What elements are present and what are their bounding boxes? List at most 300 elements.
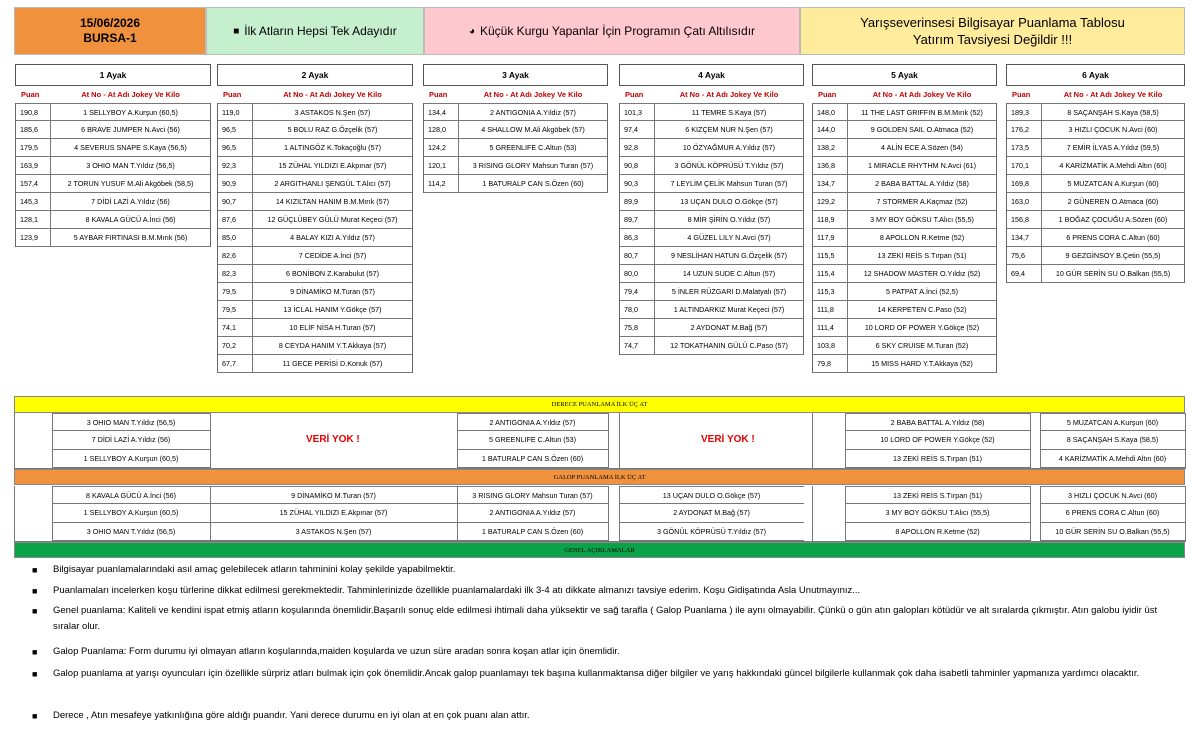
table-row <box>218 175 412 193</box>
puan-cell: 114,2 <box>424 175 459 192</box>
summary-horse-cell: 1 BATURALP CAN S.Özen (60) <box>457 450 608 468</box>
table-row <box>1007 229 1184 247</box>
horse-cell: 10 LORD OF POWER Y.Gökçe (52) <box>864 323 980 332</box>
race-title <box>619 64 804 86</box>
horse-cell: 4 GÜZEL LILY N.Avci (57) <box>687 233 771 242</box>
race-column-header <box>619 86 804 103</box>
table-row <box>813 139 996 157</box>
puan-cell: 111,4 <box>813 319 848 336</box>
summary-horse-cell: 2 ANTIGONIA A.Yıldız (57) <box>457 413 608 431</box>
table-row <box>1007 157 1184 175</box>
table-row <box>813 193 996 211</box>
column-divider <box>812 413 813 469</box>
table-row <box>424 175 607 193</box>
summary-horse-cell: 9 DİNAMİKO M.Turan (57) <box>210 486 457 504</box>
puan-cell: 138,2 <box>813 139 848 156</box>
puan-cell: 75,8 <box>620 319 655 336</box>
derece-race-1 <box>52 413 210 468</box>
horse-cell: 5 AYBAR FIRTINASI B.M.Mırık (56) <box>73 233 188 242</box>
puan-cell: 169,8 <box>1007 175 1042 192</box>
galop-race-4 <box>619 486 804 541</box>
column-divider <box>608 486 609 542</box>
column-divider <box>812 486 813 542</box>
table-row <box>16 193 210 211</box>
table-row <box>620 103 803 121</box>
race-column-header <box>1006 86 1185 103</box>
horse-cell: 2 BABA BATTAL A.Yıldız (58) <box>875 179 969 188</box>
table-row <box>1007 211 1184 229</box>
puan-cell: 115,5 <box>813 247 848 264</box>
table-row <box>620 139 803 157</box>
puan-cell: 90,3 <box>620 175 655 192</box>
note-item <box>32 666 1163 682</box>
horse-header: At No - At Adı Jokey Ve Kilo <box>81 90 180 99</box>
table-row <box>218 301 412 319</box>
note-item <box>32 583 1163 599</box>
race-title-text: 5 Ayak <box>891 70 918 80</box>
summary-horse-cell: 10 LORD OF POWER Y.Gökçe (52) <box>845 431 1030 449</box>
square-bullet-icon: ■ <box>233 25 240 37</box>
puan-cell: 190,8 <box>16 104 51 120</box>
no-data-label: VERİ YOK ! <box>701 434 755 445</box>
summary-horse-cell: 8 SAÇANŞAH S.Kaya (58,5) <box>1040 431 1185 449</box>
horse-cell: 1 SELLYBOY A.Kurşun (60,5) <box>83 107 178 117</box>
summary-horse-cell: 13 ZEKİ REİS S.Tırpan (51) <box>845 486 1030 504</box>
derece-race-5 <box>845 413 1030 468</box>
summary-horse-cell: 3 MY BOY GÖKSU T.Alıcı (55,5) <box>845 504 1030 522</box>
horse-cell: 5 BOLU RAZ G.Özçelik (57) <box>287 125 378 134</box>
galop-race-2 <box>210 486 457 541</box>
horse-cell: 7 LEYLİM ÇELİK Mahsun Turan (57) <box>670 179 788 188</box>
puan-cell: 128,0 <box>424 121 459 138</box>
summary-horse-cell: 15 ZÜHAL YILDIZI E.Akpınar (57) <box>210 504 457 522</box>
galop-race-5 <box>845 486 1030 541</box>
race-title <box>812 64 997 86</box>
table-row <box>16 229 210 247</box>
table-row <box>218 283 412 301</box>
puan-cell: 90,8 <box>620 157 655 174</box>
table-row <box>620 319 803 337</box>
horse-cell: 2 TORUN YUSUF M.Ali Akgöbek (58,5) <box>67 179 194 188</box>
summary-horse-cell: 2 ANTIGONIA A.Yıldız (57) <box>457 504 608 522</box>
small-build-text: Küçük Kurgu Yapanlar İçin Programın Çatı Altılısıdır <box>480 24 756 38</box>
race-city: BURSA-1 <box>83 31 137 45</box>
square-bullet-icon: ■ <box>32 586 38 596</box>
horse-cell: 13 ZEKİ REİS S.Tırpan (51) <box>877 251 967 260</box>
table-row <box>218 103 412 121</box>
horse-cell: 2 GÜNEREN O.Atmaca (60) <box>1067 197 1159 206</box>
galop-race-6 <box>1040 486 1185 541</box>
galop-title: GALOP PUANLAMA İLK ÜÇ AT <box>553 473 646 481</box>
note-item <box>32 644 1163 660</box>
puan-cell: 163,9 <box>16 157 51 174</box>
puan-cell: 120,1 <box>424 157 459 174</box>
genel-title: GENEL AÇIKLAMALAR <box>564 546 635 554</box>
puan-header: Puan <box>1012 90 1031 99</box>
table-row <box>620 229 803 247</box>
puan-cell: 156,8 <box>1007 211 1042 228</box>
summary-horse-cell: 3 ASTAKOS N.Şen (57) <box>210 523 457 541</box>
race-rows <box>217 103 413 373</box>
table-row <box>813 283 996 301</box>
table-row <box>1007 139 1184 157</box>
summary-horse-cell: 3 OHIO MAN T.Yıldız (56,5) <box>52 523 210 541</box>
derece-title: DERECE PUANLAMA İLK ÜÇ AT <box>551 401 648 408</box>
table-row <box>620 265 803 283</box>
table-row <box>620 211 803 229</box>
puan-cell: 89,7 <box>620 211 655 228</box>
puan-cell: 134,4 <box>424 104 459 120</box>
column-divider <box>1185 413 1186 469</box>
summary-horse-cell: 6 PRENS CORA C.Altun (60) <box>1040 504 1185 522</box>
race-table-5 <box>812 64 997 373</box>
race-table-2 <box>217 64 413 373</box>
single-candidate-note <box>206 7 424 55</box>
puan-cell: 117,9 <box>813 229 848 246</box>
table-row <box>218 211 412 229</box>
puan-cell: 145,3 <box>16 193 51 210</box>
horse-cell: 13 İCLAL HANIM Y.Gökçe (57) <box>283 305 382 314</box>
puan-cell: 79,4 <box>620 283 655 300</box>
puan-cell: 111,8 <box>813 301 848 318</box>
race-rows <box>619 103 804 355</box>
puan-cell: 85,0 <box>218 229 253 246</box>
race-title <box>15 64 211 86</box>
table-row <box>620 121 803 139</box>
puan-cell: 124,2 <box>424 139 459 156</box>
puan-cell: 134,7 <box>813 175 848 192</box>
horse-cell: 6 SKY CRUISE M.Turan (52) <box>875 341 969 350</box>
race-rows <box>812 103 997 373</box>
note-item <box>32 708 1163 724</box>
puan-cell: 136,8 <box>813 157 848 174</box>
table-row <box>16 175 210 193</box>
circle-bullet-icon: ◕ <box>468 25 475 37</box>
puan-cell: 86,3 <box>620 229 655 246</box>
table-row <box>813 175 996 193</box>
puan-cell: 69,4 <box>1007 265 1042 282</box>
horse-cell: 10 ÖZYAĞMUR A.Yıldız (57) <box>682 143 776 152</box>
table-row <box>16 211 210 229</box>
horse-cell: 1 BATURALP CAN S.Özen (60) <box>482 179 584 188</box>
puan-cell: 157,4 <box>16 175 51 192</box>
puan-cell: 176,2 <box>1007 121 1042 138</box>
horse-header: At No - At Adı Jokey Ve Kilo <box>872 90 972 99</box>
race-date-header <box>14 7 206 55</box>
table-row <box>620 175 803 193</box>
horse-cell: 4 SEVERUS SNAPE S.Kaya (56,5) <box>74 143 187 152</box>
puan-header: Puan <box>625 90 644 99</box>
table-title <box>800 7 1185 55</box>
race-title-text: 4 Ayak <box>698 70 725 80</box>
galop-race-1 <box>52 486 210 541</box>
horse-cell: 14 UZUN SUDE C.Altun (57) <box>682 269 776 278</box>
horse-cell: 7 DİDİ LAZİ A.Yıldız (56) <box>91 197 170 206</box>
race-rows <box>1006 103 1185 283</box>
square-bullet-icon: ■ <box>32 669 38 679</box>
puan-cell: 92,8 <box>620 139 655 156</box>
table-row <box>813 301 996 319</box>
horse-cell: 11 TEMRE S.Kaya (57) <box>691 107 767 117</box>
summary-horse-cell: 8 KAVALA GÜCÜ A.İnci (56) <box>52 486 210 504</box>
puan-cell: 78,0 <box>620 301 655 318</box>
note-item <box>32 603 1163 635</box>
note-text: Derece , Atın mesafeye yatkınlığına göre aldığı puandır. Yani derece durumu en iyi olan at en çok puanı alan attır. <box>53 710 530 721</box>
table-row <box>620 301 803 319</box>
single-candidate-text: İlk Atların Hepsi Tek Adayıdır <box>244 24 397 38</box>
puan-header: Puan <box>429 90 448 99</box>
derece-race-3 <box>457 413 608 468</box>
small-build-note <box>424 7 800 55</box>
horse-cell: 7 CEDİDE A.İnci (57) <box>298 251 367 260</box>
derece-title-band <box>14 396 1185 413</box>
square-bullet-icon: ■ <box>32 647 38 657</box>
race-title <box>217 64 413 86</box>
summary-horse-cell: 2 AYDONAT M.Bağ (57) <box>619 504 804 522</box>
table-row <box>813 157 996 175</box>
table-row <box>813 337 996 355</box>
horse-cell: 14 KERPETEN C.Paso (52) <box>877 305 967 314</box>
race-title-text: 3 Ayak <box>502 70 529 80</box>
horse-cell: 3 RISING GLORY Mahsun Turan (57) <box>472 161 594 170</box>
square-bullet-icon: ■ <box>32 711 38 721</box>
note-text: Galop Puanlama: Form durumu iyi olmayan atların koşularında,maiden koşularda ve uzun süre aradan sonra koşan atlar için önemlidir. <box>53 646 620 657</box>
puan-cell: 79,5 <box>218 283 253 300</box>
horse-cell: 12 SHADOW MASTER O.Yıldız (52) <box>863 269 981 278</box>
puan-cell: 79,5 <box>218 301 253 318</box>
square-bullet-icon: ■ <box>32 565 38 575</box>
table-title-line2: Yatırım Tavsiyesi Değildir !!! <box>912 32 1073 47</box>
puan-cell: 115,4 <box>813 265 848 282</box>
galop-title-band <box>14 469 1185 485</box>
horse-cell: 6 BONİBON Z.Karabulut (57) <box>285 269 380 278</box>
puan-cell: 89,9 <box>620 193 655 210</box>
summary-horse-cell: 13 ZEKİ REİS S.Tırpan (51) <box>845 450 1030 468</box>
horse-cell: 5 MUZATCAN A.Kurşun (60) <box>1067 179 1159 188</box>
puan-cell: 148,0 <box>813 104 848 120</box>
puan-cell: 119,0 <box>218 104 253 120</box>
puan-cell: 118,9 <box>813 211 848 228</box>
horse-header: At No - At Adı Jokey Ve Kilo <box>679 90 779 99</box>
table-row <box>1007 247 1184 265</box>
horse-header: At No - At Adı Jokey Ve Kilo <box>283 90 382 99</box>
summary-horse-cell: 2 BABA BATTAL A.Yıldız (58) <box>845 413 1030 431</box>
puan-cell: 80,0 <box>620 265 655 282</box>
horse-cell: 10 GÜR SERİN SU O.Balkan (55,5) <box>1055 269 1171 278</box>
race-rows <box>15 103 211 247</box>
derece-race-6 <box>1040 413 1185 468</box>
puan-cell: 129,2 <box>813 193 848 210</box>
horse-cell: 4 ALİN ECE A.Sözen (54) <box>881 143 963 152</box>
horse-cell: 9 GEZGİNSOY B.Çetin (55,5) <box>1065 251 1161 260</box>
table-row <box>424 103 607 121</box>
puan-cell: 92,3 <box>218 157 253 174</box>
horse-cell: 3 HIZLI ÇOCUK N.Avci (60) <box>1068 125 1158 134</box>
table-row <box>620 337 803 355</box>
horse-cell: 3 MY BOY GÖKSU T.Alıcı (55,5) <box>870 215 974 224</box>
puan-cell: 97,4 <box>620 121 655 138</box>
table-row <box>1007 103 1184 121</box>
table-row <box>218 247 412 265</box>
table-row <box>218 121 412 139</box>
table-row <box>16 121 210 139</box>
puan-cell: 185,6 <box>16 121 51 138</box>
race-title-text: 2 Ayak <box>301 70 329 80</box>
horse-cell: 9 NESLİHAN HATUN G.Özçelik (57) <box>670 251 788 260</box>
table-row <box>16 139 210 157</box>
race-title <box>423 64 608 86</box>
galop-race-3 <box>457 486 608 541</box>
table-row <box>424 139 607 157</box>
puan-cell: 90,9 <box>218 175 253 192</box>
column-divider <box>608 413 609 469</box>
puan-cell: 74,1 <box>218 319 253 336</box>
genel-title-band <box>14 542 1185 558</box>
puan-cell: 87,6 <box>218 211 253 228</box>
horse-cell: 8 CEYDA HANIM Y.T.Akkaya (57) <box>278 341 387 350</box>
note-item <box>32 562 1163 578</box>
table-row <box>1007 175 1184 193</box>
table-row <box>218 265 412 283</box>
note-text: Puanlamaları incelerken koşu türlerine dikkat edilmesi gerekmektedir. Tahminlerinizde özellikle puanlamalardaki ilk 3-4 atı dikkate almanızı tavsiye ederim. Koşu Gidişatında Asla Unutmayınız... <box>53 585 861 596</box>
puan-cell: 163,0 <box>1007 193 1042 210</box>
puan-cell: 82,6 <box>218 247 253 264</box>
table-row <box>218 337 412 355</box>
horse-cell: 4 BALAY KIZI A.Yıldız (57) <box>290 233 375 242</box>
note-text: Bilgisayar puanlamalarındaki asıl amaç gelebilecek atların tahminini kolay şekilde yapabilmektir. <box>53 564 456 575</box>
race-title-text: 6 Ayak <box>1082 70 1109 80</box>
horse-cell: 6 PRENS CORA C.Altun (60) <box>1066 233 1160 242</box>
summary-horse-cell: 13 UÇAN DULO O.Gökçe (57) <box>619 486 804 504</box>
race-column-header <box>217 86 413 103</box>
puan-cell: 96,5 <box>218 139 253 156</box>
summary-horse-cell: 3 OHIO MAN T.Yıldız (56,5) <box>52 413 210 431</box>
race-table-6 <box>1006 64 1185 283</box>
horse-cell: 14 KIZILTAN HANIM B.M.Mırık (57) <box>275 197 390 206</box>
horse-cell: 8 MİR ŞİRİN O.Yıldız (57) <box>687 215 771 224</box>
table-row <box>16 157 210 175</box>
table-row <box>1007 265 1184 283</box>
table-row <box>218 355 412 373</box>
puan-header: Puan <box>21 90 40 99</box>
table-row <box>620 193 803 211</box>
table-row <box>813 355 996 373</box>
horse-header: At No - At Adı Jokey Ve Kilo <box>483 90 583 99</box>
column-divider <box>1030 413 1031 469</box>
table-row <box>813 103 996 121</box>
puan-cell: 101,3 <box>620 104 655 120</box>
puan-cell: 96,5 <box>218 121 253 138</box>
race-table-3 <box>423 64 608 193</box>
table-row <box>813 319 996 337</box>
horse-cell: 12 GÜÇLÜBEY GÜLÜ Murat Keçeci (57) <box>267 215 398 224</box>
puan-cell: 82,3 <box>218 265 253 282</box>
puan-cell: 90,7 <box>218 193 253 210</box>
horse-cell: 3 OHIO MAN T.Yıldız (56,5) <box>86 161 175 170</box>
puan-cell: 79,8 <box>813 355 848 372</box>
table-row <box>813 229 996 247</box>
horse-cell: 13 UÇAN DULO O.Gökçe (57) <box>680 197 778 206</box>
summary-horse-cell: 5 MUZATCAN A.Kurşun (60) <box>1040 413 1185 431</box>
summary-horse-cell: 1 SELLYBOY A.Kurşun (60,5) <box>52 450 210 468</box>
race-column-header <box>812 86 997 103</box>
puan-cell: 70,2 <box>218 337 253 354</box>
horse-cell: 9 GOLDEN SAIL O.Atmaca (52) <box>870 125 974 134</box>
race-rows <box>423 103 608 193</box>
puan-cell: 170,1 <box>1007 157 1042 174</box>
summary-horse-cell: 3 RISING GLORY Mahsun Turan (57) <box>457 486 608 504</box>
horse-cell: 1 ALTINGÖZ K.Tokaçoğlu (57) <box>284 143 381 152</box>
horse-cell: 3 ASTAKOS N.Şen (57) <box>294 107 371 117</box>
summary-horse-cell: 4 KARİZMATİK A.Mehdi Altın (60) <box>1040 450 1185 468</box>
horse-cell: 15 MISS HARD Y.T.Akkaya (52) <box>871 359 973 368</box>
note-text: Galop puanlama at yarışı oyuncuları için özellikle sürpriz atları bulmak için çok önemlidir.Ancak galop puanlamayı tek başına kullanmaktansa diğer bilgiler ve yarış hakkındaki güncel bilgilerle kullanmak çok daha isabetli tahminler yapmanıza yardımcı olacaktır. <box>53 668 1140 679</box>
horse-cell: 3 GÖNÜL KÖPRÜSÜ T.Yıldız (57) <box>674 161 784 170</box>
table-row <box>16 103 210 121</box>
horse-cell: 7 STORMER A.Kaçmaz (52) <box>876 197 968 206</box>
horse-cell: 5 GREENLIFE C.Altun (53) <box>489 143 577 152</box>
puan-cell: 74,7 <box>620 337 655 354</box>
table-row <box>218 139 412 157</box>
horse-cell: 9 DİNAMİKO M.Turan (57) <box>290 287 375 296</box>
square-bullet-icon: ■ <box>32 606 38 616</box>
puan-cell: 173,5 <box>1007 139 1042 156</box>
horse-cell: 1 ALTINDARKIZ Murat Keçeci (57) <box>673 305 785 314</box>
puan-cell: 75,6 <box>1007 247 1042 264</box>
table-row <box>813 247 996 265</box>
summary-horse-cell: 8 APOLLON R.Ketme (52) <box>845 523 1030 541</box>
column-divider <box>619 413 620 469</box>
summary-horse-cell: 7 DİDİ LAZİ A.Yıldız (56) <box>52 431 210 449</box>
puan-cell: 67,7 <box>218 355 253 372</box>
horse-header: At No - At Adı Jokey Ve Kilo <box>1063 90 1163 99</box>
table-row <box>620 247 803 265</box>
column-divider <box>1185 486 1186 542</box>
summary-horse-cell: 10 GÜR SERİN SU O.Balkan (55,5) <box>1040 523 1185 541</box>
race-date: 15/06/2026 <box>79 16 141 30</box>
horse-cell: 11 GECE PERİSİ D.Konuk (57) <box>282 359 383 368</box>
horse-cell: 6 BRAVE JUMPER N.Avci (56) <box>81 125 180 134</box>
summary-horse-cell: 3 GÖNÜL KÖPRÜSÜ T.Yıldız (57) <box>619 523 804 541</box>
table-row <box>620 283 803 301</box>
table-row <box>424 121 607 139</box>
horse-cell: 2 AYDONAT M.Bağ (57) <box>690 323 768 332</box>
puan-cell: 189,3 <box>1007 104 1042 120</box>
horse-cell: 6 KIZÇEM NUR N.Şen (57) <box>685 125 773 134</box>
puan-cell: 179,5 <box>16 139 51 156</box>
race-column-header <box>15 86 211 103</box>
puan-cell: 80,7 <box>620 247 655 264</box>
puan-cell: 123,9 <box>16 229 51 246</box>
horse-cell: 8 SAÇANŞAH S.Kaya (58,5) <box>1067 107 1159 117</box>
horse-cell: 8 KAVALA GÜCÜ A.İnci (56) <box>85 215 176 224</box>
horse-cell: 1 BOĞAZ ÇOCUĞU A.Sözen (60) <box>1058 215 1168 224</box>
summary-horse-cell: 5 GREENLIFE C.Altun (53) <box>457 431 608 449</box>
horse-cell: 12 TOKATHANIN GÜLÜ C.Paso (57) <box>670 341 788 350</box>
race-column-header <box>423 86 608 103</box>
horse-cell: 1 MIRACLE RHYTHM N.Avci (61) <box>867 161 977 170</box>
puan-header: Puan <box>223 90 242 99</box>
race-table-1 <box>15 64 211 247</box>
horse-cell: 15 ZÜHAL YILDIZI E.Akpınar (57) <box>278 161 387 170</box>
horse-cell: 5 PATPAT A.İnci (52,5) <box>885 287 959 296</box>
table-row <box>813 121 996 139</box>
table-row <box>1007 121 1184 139</box>
puan-cell: 144,0 <box>813 121 848 138</box>
horse-cell: 10 ELİF NİSA H.Turan (57) <box>289 323 376 332</box>
horse-cell: 7 EMİR İLYAS A.Yıldız (59,5) <box>1066 143 1160 152</box>
summary-horse-cell: 1 SELLYBOY A.Kurşun (60,5) <box>52 504 210 522</box>
